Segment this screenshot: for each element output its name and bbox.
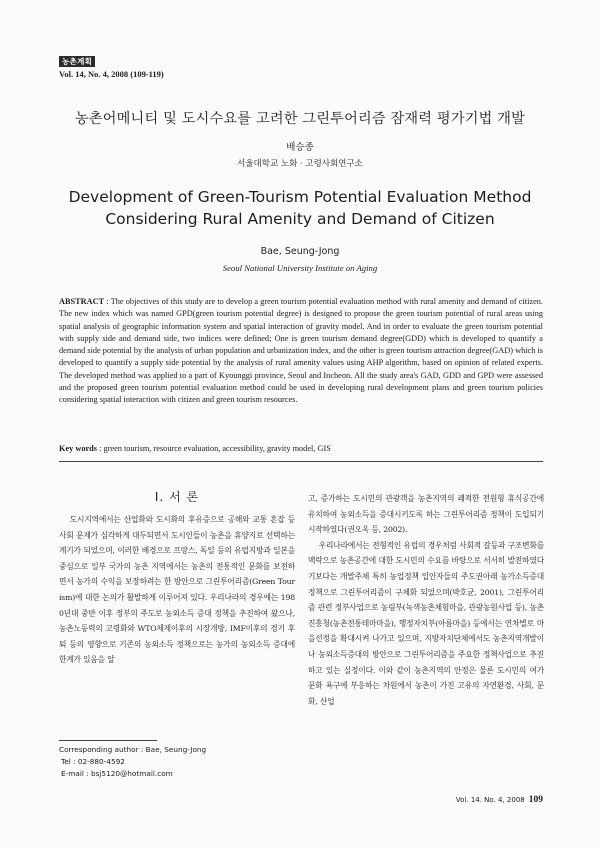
keywords-text: green tourism, resource evaluation, accessibility, gravity model, GIS [103,444,331,453]
running-footer: Vol. 14. No. 4, 2008 [455,796,525,804]
affiliation-korean: 서울대학교 노화 · 고령사회연구소 [237,159,363,169]
title-korean: 농촌어메니티 및 도시수요를 고려한 그린투어리즘 잠재력 평가기법 개발 [74,111,526,127]
keywords-label: Key words [59,444,98,453]
footnote-tel: Tel : 02-880-4592 [61,757,125,766]
journal-badge: 농촌계획 [59,56,95,67]
body-paragraph: 도시지역에서는 산업화와 도시화의 후유증으로 공해와 교통 혼잡 등 사회 문제가 심각하게 대두되면서 도시인들이 농촌을 휴양지로 선택하는 계기가 되었으며, 이러한 배경으로 프랑스, 독일 등의 유럽지방과 일본을 중심으로 일부 국가의 농촌 지역에서는 농촌의 전통적인 문화를 보전하면서 농가의 수익을 보장하려는 한 방안으로 그린투어리즘(Green Tourism)에 대한 논의가 활발하게 이루어져 있다. 우리나라의 경우에는 1980년대 중반 이후 정부의 주도로 농외소득 증대 정책을 추진하여 왔으나, 농촌노동력의 고령화와 WTO체제이후의 시장개방, IMF이후의 경기 후퇴 등의 영향으로 기존의 농외소득 정책으로는 농가의 농외소득 증대에 한계가 있음을 알 [59,515,295,665]
body-column-left [59,512,295,668]
body-paragraph: 우리나라에서는 전형적인 유럽의 경우처럼 사회적 갈등과 구조변화를 맥락으로 농촌공간에 대한 도시민의 수요를 바탕으로 서서히 발전하였다기보다는 개발주체 특히 농업정책 입안자들의 주도권아래 농가소득증대정책으로 그린투어리즘이 구체화 되었으며(박호균, 2001), 그린투어리즘 관련 정부사업으로 농림부(녹색농촌체험마을, 관광농원사업 등), 농촌진흥청(농촌전통테마마을), 행정자치부(아름마을) 등에서는 연차별로 마을선정을 확대시켜 나가고 있으며, 지방자치단체에서도 농촌지역개발이나 농외소득증대의 방안으로 그린투어리즘을 주요한 정책사업으로 추진하고 있는 실정이다. 이와 같이 농촌지역의 안정은 물론 도시민의 여가 문화 욕구에 부응하는 차원에서 농촌이 가진 고유의 자연환경, 사회, 문화, 산업 [308,540,544,706]
footnote-author: Corresponding author : Bae, Seung-Jong [59,745,207,754]
abstract: ABSTRACT : The objectives of this study are to develop a green tourism potential evaluation method with rural amenity and demand of citizen. The new index which was named GPD(green tourism potential degree) is designed to propose the green tourism potential of rural areas using spatial analysis of geographic information system and spatial interaction of gravity model. And in order to evaluate the green tourism potential with supply side and demand side, two indices were defined; One is green tourism demand degree(GDD) which is developed to quantify a demand side potential by the analysis of urban population and urbanization index, and the other is green tourism attraction degree(GAD) which is developed to quantify a supply side potential by the analysis of rural amenity values using AHP algorithm, based on opinion of related experts. The developed method was applied to a part of Kyounggi province, Seoul and Incheon. All the study area's GAD, GDD and GPD were assessed and the proposed green tourism potential evaluation method could be used in developing rural development plans and green tourism policies considering spatial interaction with citizen and green tourism resources. [59,297,543,405]
title-english [0,186,600,230]
body-column-right [308,491,544,709]
body-paragraph: 고, 증가하는 도시민의 관광객을 농촌지역의 쾌적한 전원형 휴식공간에 유치하여 농외소득을 증대시키도록 하는 그린투어리즘 정책이 도입되기 시작하였다(권오옥 등, 2002). [308,494,544,535]
abstract-label: ABSTRACT [59,297,105,306]
page-number: 109 [528,795,543,805]
footnote-email: E-mail : bsj5120@hotmail.com [61,769,173,778]
abstract-text: The objectives of this study are to develop a green tourism potential evaluation method with rural amenity and demand of citizen. The new index which was named GPD(green tourism potential degree) is designed to propose the green tourism potential of rural areas using spatial analysis of geographic information system and spatial interaction of gravity model. And in order to evaluate the green tourism potential with supply side and demand side, two indices were defined; One is green tourism demand degree(GDD) which is developed to quantify a demand side potential by the analysis of urban population and urbanization index, and the other is green tourism attraction degree(GAD) which is developed to quantify a supply side potential by the analysis of rural amenity values using AHP algorithm, based on opinion of related experts. The developed method was applied to a part of Kyounggi province, Seoul and Incheon. All the study area's GAD, GDD and GPD were assessed and the proposed green tourism potential evaluation method could be used in developing rural development plans and green tourism policies considering spatial interaction with citizen and green tourism resources. [59,297,543,405]
page-footer [456,795,543,805]
author-korean: 배승종 [286,142,314,153]
volume-info: Vol. 14, No. 4, 2008 (109-119) [59,69,164,79]
footnote [59,744,206,780]
keywords: Key words : green tourism, resource evaluation, accessibility, gravity model, GIS [59,444,331,453]
title-english-line2: Considering Rural Amenity and Demand of Citizen [105,210,495,228]
divider [59,461,543,462]
footnote-divider [59,740,157,741]
title-english-line1: Development of Green-Tourism Potential Evaluation Method [68,188,532,206]
section-heading: I. 서 론 [154,490,200,504]
affiliation-english: Seoul National University Institute on Aging [222,263,378,273]
author-english: Bae, Seung-Jong [260,246,340,257]
